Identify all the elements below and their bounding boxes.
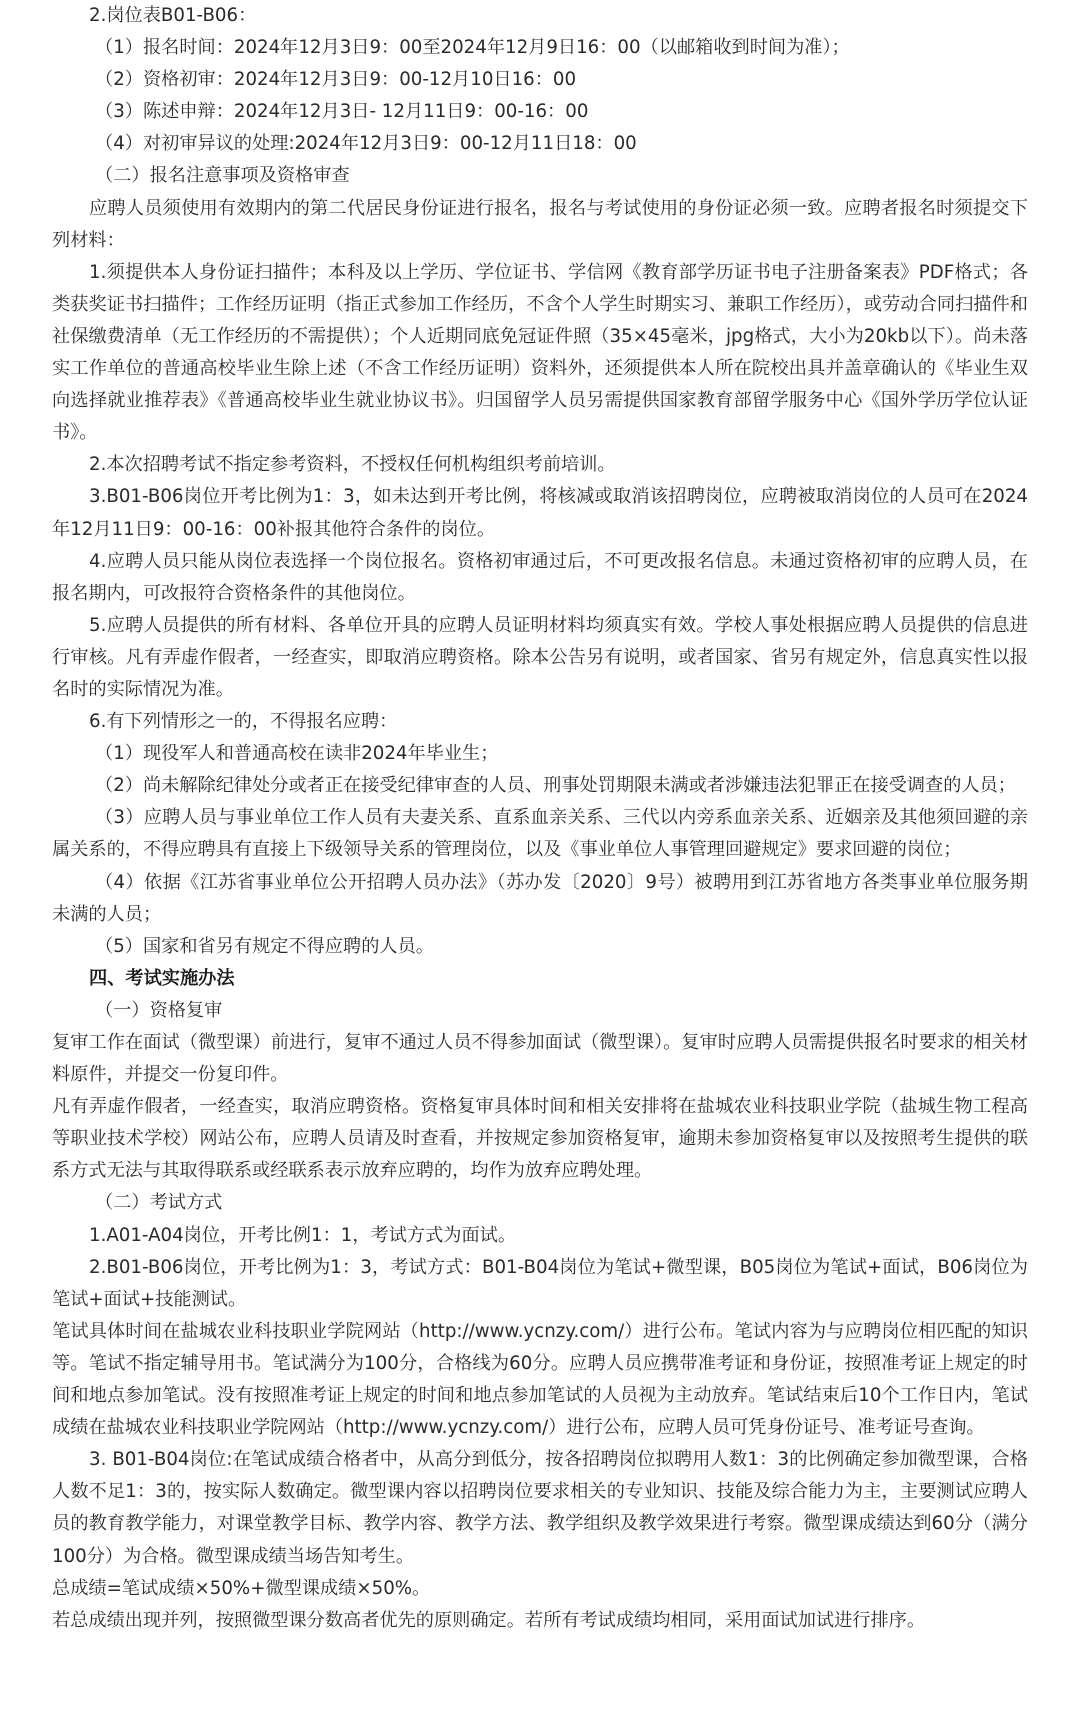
paragraph: 2.B01-B06岗位，开考比例为1：3，考试方式：B01-B04岗位为笔试+微型课，B05岗位为笔试+面试，B06岗位为笔试+面试+技能测试。 <box>52 1256 1028 1310</box>
paragraph: 1.A01-A04岗位，开考比例1：1，考试方式为面试。 <box>89 1224 517 1246</box>
paragraph: （3）陈述申辩：2024年12月3日- 12月11日9：00-16：00 <box>95 101 589 123</box>
paragraph: 5.应聘人员提供的所有材料、各单位开具的应聘人员证明材料均须真实有效。学校人事处根据应聘人员提供的信息进行审核。凡有弄虚作假者，一经查实，即取消应聘资格。除本公告另有说明，或者国家、省另有规定外，信息真实性以报名时的实际情况为准。 <box>52 614 1028 700</box>
paragraph: 1.须提供本人身份证扫描件；本科及以上学历、学位证书、学信网《教育部学历证书电子注册备案表》PDF格式；各类获奖证书扫描件；工作经历证明（指正式参加工作经历，不含个人学生时期实习、兼职工作经历），或劳动合同扫描件和社保缴费清单（无工作经历的不需提供）；个人近期同底免冠证件照（35×45毫米，jpg格式，大小为20kb以下）。尚未落实工作单位的普通高校毕业生除上述（不含工作经历证明）资料外，还须提供本人所在院校出具并盖章确认的《毕业生双向选择就业推荐表》《普通高校毕业生就业协议书》。归国留学人员另需提供国家教育部留学服务中心《国外学历学位认证书》。 <box>52 261 1028 444</box>
paragraph: （1）报名时间：2024年12月3日9：00至2024年12月9日16：00（以邮箱收到时间为准）； <box>95 37 850 59</box>
paragraph: （4）对初审异议的处理:2024年12月3日9：00-12月11日18：00 <box>95 133 637 155</box>
paragraph: （4）依据《江苏省事业单位公开招聘人员办法》（苏办发〔2020〕9号）被聘用到江苏省地方各类事业单位服务期未满的人员； <box>52 871 1028 925</box>
paragraph: 若总成绩出现并列，按照微型课分数高者优先的原则确定。若所有考试成绩均相同，采用面试加试进行排序。 <box>52 1609 926 1631</box>
paragraph: （5）国家和省另有规定不得应聘的人员。 <box>95 935 434 957</box>
paragraph: 2.本次招聘考试不指定参考资料，不授权任何机构组织考前培训。 <box>89 454 616 476</box>
paragraph: （3）应聘人员与事业单位工作人员有夫妻关系、直系血亲关系、三代以内旁系血亲关系、近姻亲及其他须回避的亲属关系的，不得应聘具有直接上下级领导关系的管理岗位，以及《事业单位人事管理回避规定》要求回避的岗位； <box>52 807 1028 861</box>
paragraph: （1）现役军人和普通高校在读非2024年毕业生； <box>95 743 499 765</box>
paragraph: 复审工作在面试（微型课）前进行，复审不通过人员不得参加面试（微型课）。复审时应聘人员需提供报名时要求的相关材料原件，并提交一份复印件。 <box>52 1032 1028 1086</box>
paragraph: 2.岗位表B01-B06： <box>89 5 257 26</box>
section-heading: 四、考试实施办法 <box>89 967 235 989</box>
paragraph: （二）报名注意事项及资格审查 <box>95 165 350 187</box>
paragraph: 4.应聘人员只能从岗位表选择一个岗位报名。资格初审通过后，不可更改报名信息。未通过资格初审的应聘人员，在报名期内，可改报符合资格条件的其他岗位。 <box>52 550 1028 604</box>
paragraph: 3. B01-B04岗位:在笔试成绩合格者中，从高分到低分，按各招聘岗位拟聘用人数1：3的比例确定参加微型课，合格人数不足1：3的，按实际人数确定。微型课内容以招聘岗位要求相关的专业知识、技能及综合能力为主，主要测试应聘人员的教育教学能力，对课堂教学目标、教学内容、教学方法、教学组织及教学效果进行考察。微型课成绩达到60分（满分100分）为合格。微型课成绩当场告知考生。 <box>52 1449 1028 1567</box>
paragraph: （一）资格复审 <box>95 999 223 1021</box>
paragraph: 凡有弄虚作假者，一经查实，取消应聘资格。资格复审具体时间和相关安排将在盐城农业科技职业学院（盐城生物工程高等职业技术学校）网站公布，应聘人员请及时查看，并按规定参加资格复审，逾期未参加资格复审以及按照考生提供的联系方式无法与其取得联系或经联系表示放弃应聘的，均作为放弃应聘处理。 <box>52 1096 1028 1182</box>
paragraph: 6.有下列情形之一的，不得报名应聘： <box>89 711 398 733</box>
paragraph: 笔试具体时间在盐城农业科技职业学院网站（http://www.ycnzy.com/）进行公布。笔试内容为与应聘岗位相匹配的知识等。笔试不指定辅导用书。笔试满分为100分，合格线为60分。应聘人员应携带准考证和身份证，按照准考证上规定的时间和地点参加笔试。没有按照准考证上规定的时间和地点参加笔试的人员视为主动放弃。笔试结束后10个工作日内，笔试成绩在盐城农业科技职业学院网站（http://www.ycnzy.com/）进行公布，应聘人员可凭身份证号、准考证号查询。 <box>52 1320 1028 1439</box>
paragraph: （2）资格初审：2024年12月3日9：00-12月10日16：00 <box>95 69 577 91</box>
paragraph: 总成绩=笔试成绩×50%+微型课成绩×50%。 <box>52 1577 431 1599</box>
paragraph: 应聘人员须使用有效期内的第二代居民身份证进行报名，报名与考试使用的身份证必须一致。应聘者报名时须提交下列材料： <box>52 197 1028 251</box>
paragraph: （2）尚未解除纪律处分或者正在接受纪律审查的人员、刑事处罚期限未满或者涉嫌违法犯罪正在接受调查的人员； <box>95 775 1016 797</box>
paragraph: 3.B01-B06岗位开考比例为1：3，如未达到开考比例，将核减或取消该招聘岗位，应聘被取消岗位的人员可在2024年12月11日9：00-16：00补报其他符合条件的岗位。 <box>52 486 1028 540</box>
paragraph: （二）考试方式 <box>95 1192 223 1214</box>
